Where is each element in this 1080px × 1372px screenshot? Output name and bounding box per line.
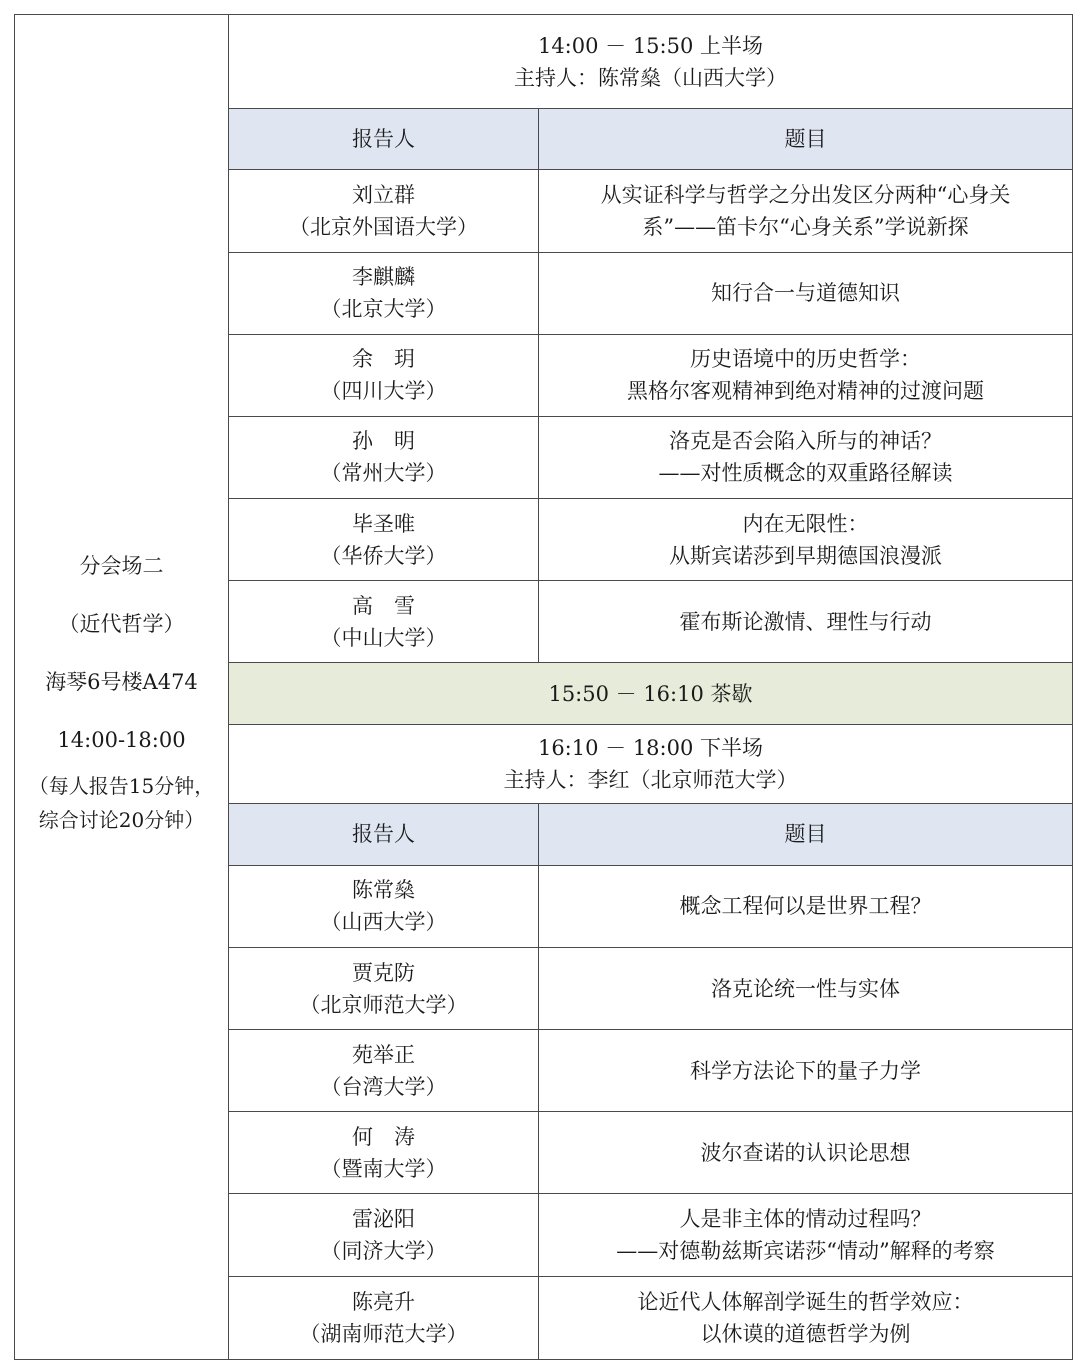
speaker-affiliation: （中山大学） <box>320 625 447 650</box>
speaker-affiliation: （湖南师范大学） <box>299 1321 468 1346</box>
topic-cell <box>539 1030 1073 1112</box>
speaker-cell <box>229 581 539 663</box>
speaker-affiliation: （同济大学） <box>320 1239 447 1264</box>
topic-cell <box>539 334 1073 416</box>
speaker-affiliation: （暨南大学） <box>320 1156 447 1181</box>
second-half-host: 主持人：李红（北京师范大学） <box>503 768 798 793</box>
topic-cell <box>539 1276 1073 1359</box>
speaker-affiliation: （常州大学） <box>320 461 447 486</box>
topic-line: 洛克论统一性与实体 <box>711 976 900 1001</box>
topic-line: ——对性质概念的双重路径解读 <box>658 461 953 486</box>
speaker-name: 陈亮升 <box>352 1289 415 1314</box>
speaker-cell <box>229 170 539 252</box>
header-speaker-1: 报告人 <box>229 109 539 170</box>
header-speaker-2: 报告人 <box>229 803 539 865</box>
topic-cell <box>539 947 1073 1029</box>
speaker-cell <box>229 1276 539 1359</box>
speaker-cell <box>229 1030 539 1112</box>
speaker-cell <box>229 499 539 581</box>
venue-note-line1: （每人报告15分钟， <box>28 774 215 798</box>
speaker-name: 毕圣唯 <box>352 511 415 536</box>
speaker-cell <box>229 252 539 334</box>
first-half-cell <box>229 15 1073 109</box>
break-cell: 15:50 － 16:10 茶歇 <box>229 663 1073 725</box>
topic-line: 洛克是否会陷入所与的神话？ <box>669 429 942 454</box>
topic-line: 以休谟的道德哲学为例 <box>700 1321 911 1346</box>
speaker-name: 何 涛 <box>352 1124 415 1149</box>
topic-cell <box>539 499 1073 581</box>
topic-line: 人是非主体的情动过程吗？ <box>679 1207 932 1232</box>
topic-line: 系”——笛卡尔“心身关系”学说新探 <box>642 214 969 239</box>
speaker-affiliation: （北京外国语大学） <box>289 214 478 239</box>
first-half-time: 14:00 － 15:50 上半场 <box>537 33 764 58</box>
venue-subtitle: （近代哲学） <box>58 612 185 636</box>
speaker-name: 雷泌阳 <box>352 1207 415 1232</box>
topic-cell <box>539 865 1073 947</box>
speaker-affiliation: （台湾大学） <box>320 1074 447 1099</box>
speaker-affiliation: （四川大学） <box>320 379 447 404</box>
second-half-cell <box>229 725 1073 803</box>
speaker-affiliation: （北京师范大学） <box>299 992 468 1017</box>
speaker-cell <box>229 416 539 498</box>
venue-title: 分会场二 <box>79 554 164 578</box>
speaker-name: 陈常燊 <box>352 878 415 903</box>
speaker-cell <box>229 1112 539 1194</box>
topic-cell <box>539 170 1073 252</box>
first-half-row <box>15 15 1073 109</box>
speaker-name: 孙 明 <box>352 429 415 454</box>
venue-time: 14:00-18:00 <box>57 728 186 752</box>
topic-line: 历史语境中的历史哲学： <box>690 347 921 372</box>
speaker-cell <box>229 865 539 947</box>
speaker-name: 刘立群 <box>352 182 415 207</box>
topic-line: 波尔查诺的认识论思想 <box>700 1140 911 1165</box>
speaker-affiliation: （山西大学） <box>320 910 447 935</box>
speaker-cell <box>229 1194 539 1276</box>
schedule-table <box>14 14 1073 1360</box>
header-topic-1: 题目 <box>539 109 1073 170</box>
topic-cell <box>539 252 1073 334</box>
topic-line: 论近代人体解剖学诞生的哲学效应： <box>637 1289 974 1314</box>
speaker-name: 李麒麟 <box>352 265 415 290</box>
venue-room: 海琴6号楼A474 <box>45 670 198 694</box>
topic-cell <box>539 1194 1073 1276</box>
first-half-host: 主持人：陈常燊（山西大学） <box>514 65 787 90</box>
speaker-cell <box>229 947 539 1029</box>
speaker-affiliation: （北京大学） <box>320 297 447 322</box>
topic-line: 从实证科学与哲学之分出发区分两种“心身关 <box>600 182 1011 207</box>
topic-line: 内在无限性： <box>742 511 869 536</box>
topic-line: 霍布斯论激情、理性与行动 <box>679 609 932 634</box>
topic-line: 黑格尔客观精神到绝对精神的过渡问题 <box>627 379 984 404</box>
speaker-affiliation: （华侨大学） <box>320 543 447 568</box>
topic-line: 概念工程何以是世界工程？ <box>679 894 932 919</box>
second-half-time: 16:10 － 18:00 下半场 <box>537 736 764 761</box>
speaker-name: 余 玥 <box>352 347 415 372</box>
header-topic-2: 题目 <box>539 803 1073 865</box>
topic-cell <box>539 1112 1073 1194</box>
speaker-name: 苑举正 <box>352 1042 415 1067</box>
topic-cell <box>539 416 1073 498</box>
topic-line: 知行合一与道德知识 <box>711 281 900 306</box>
speaker-name: 贾克防 <box>352 960 415 985</box>
speaker-name: 高 雪 <box>352 593 415 618</box>
speaker-cell <box>229 334 539 416</box>
topic-cell <box>539 581 1073 663</box>
topic-line: 从斯宾诺莎到早期德国浪漫派 <box>669 543 942 568</box>
topic-line: ——对德勒兹斯宾诺莎“情动”解释的考察 <box>616 1239 995 1264</box>
venue-cell <box>15 15 229 1360</box>
venue-note-line2: 综合讨论20分钟） <box>38 808 205 832</box>
topic-line: 科学方法论下的量子力学 <box>690 1058 921 1083</box>
